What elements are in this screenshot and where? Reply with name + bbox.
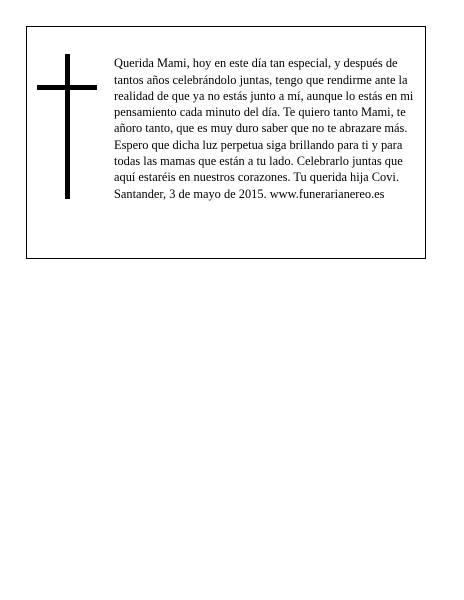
cross-horizontal-bar [37,85,97,90]
condolence-card [26,26,426,259]
condolence-message [114,39,422,218]
cross-vertical-bar [65,54,70,199]
footer-signature: Santander, 3 de mayo de 2015. www.funerarianereo.es [114,186,385,201]
latin-cross-icon [37,54,97,199]
message-text: Querida Mami, hoy en este día tan especial, y después de tantos años celebrándolo juntas, tengo que rendirme ante la realidad de que ya no estás junto a mí, aunque lo estás en mi pensamiento cada minuto del día. Te quiero tanto Mami, te añoro tanto, que es muy duro saber que no te abrazare más. Espero que dicha luz perpetua siga brillando para ti y para todas las mamas que están a tu lado. Celebrarlo juntas que aquí estaréis en nuestros corazones. Tu querida hija Covi. [114,56,414,185]
